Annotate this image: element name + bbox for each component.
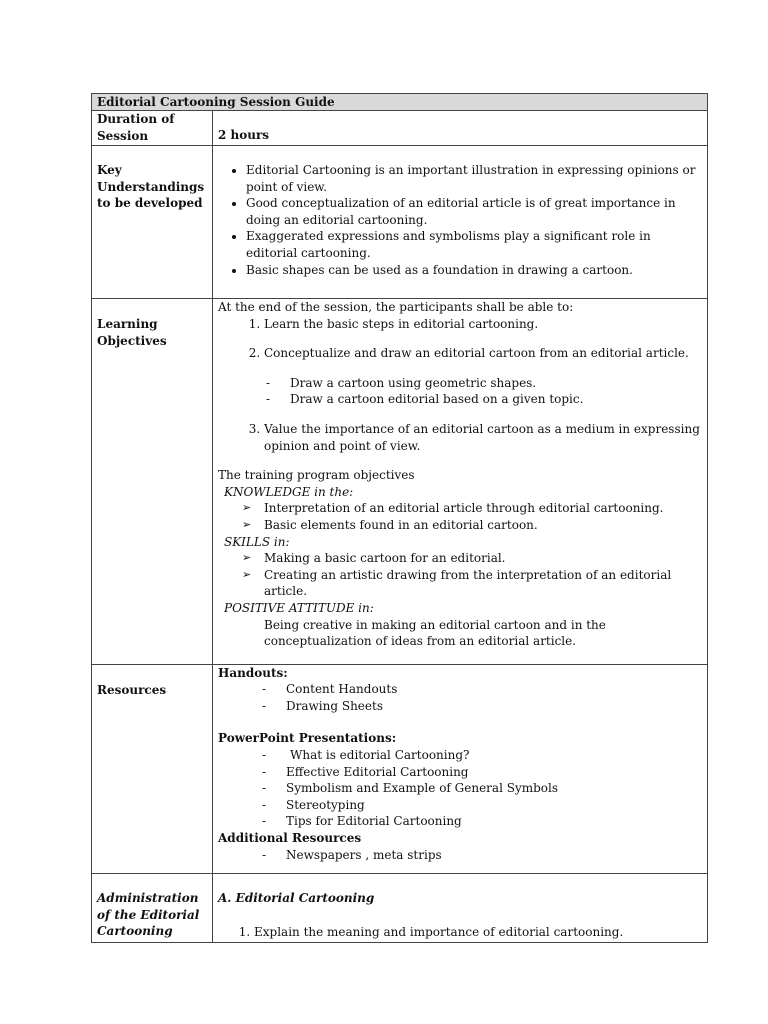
list-item: 1. Learn the basic steps in editorial cartooning. <box>264 316 702 333</box>
list-item: - Effective Editorial Cartooning <box>218 764 702 781</box>
key-understandings-list <box>218 162 702 278</box>
list-item: - What is editorial Cartooning? <box>218 747 702 764</box>
list-item: - Tips for Editorial Cartooning <box>218 813 702 830</box>
skills-label: SKILLS in: <box>224 534 290 549</box>
list-item: - Draw a cartoon using geometric shapes. <box>218 375 702 392</box>
attitude-label: POSITIVE ATTITUDE in: <box>224 600 374 615</box>
resources-row <box>92 664 708 874</box>
list-item: 2. Conceptualize and draw an editorial cartoon from an editorial article. <box>264 345 702 362</box>
session-guide-table <box>91 93 708 943</box>
list-item: ➢ Basic elements found in an editorial cartoon. <box>218 517 702 534</box>
attitude-text: Being creative in making an editorial cartoon and in the conceptualization of ideas from an editorial article. <box>264 617 606 649</box>
list-item: • Good conceptualization of an editorial article is of great importance in doing an editorial cartooning. <box>246 195 702 228</box>
key-understandings-label: Key Understandings to be developed <box>92 146 213 299</box>
section-heading: A. Editorial Cartooning <box>218 891 375 906</box>
program-objectives-heading: The training program objectives <box>218 468 415 483</box>
duration-label: Duration of Session <box>92 111 213 146</box>
table-title: Editorial Cartooning Session Guide <box>92 94 708 111</box>
list-item: • Basic shapes can be used as a foundation in drawing a cartoon. <box>246 262 702 279</box>
list-item: - Newspapers , meta strips <box>218 847 702 864</box>
list-item: ➢ Creating an artistic drawing from the interpretation of an editorial article. <box>218 567 702 600</box>
title-row <box>92 94 708 111</box>
list-item: 3. Value the importance of an editorial cartoon as a medium in expressing opinion and point of view. <box>264 421 702 454</box>
ppt-label: PowerPoint Presentations: <box>218 731 397 746</box>
list-item: • Exaggerated expressions and symbolisms play a significant role in editorial cartooning. <box>246 228 702 261</box>
list-item: 1. Explain the meaning and importance of editorial cartooning. <box>254 924 702 941</box>
administration-label: Administration of the Editorial Cartooning <box>92 874 213 943</box>
administration-row <box>92 874 708 943</box>
list-item: - Content Handouts <box>218 681 702 698</box>
objectives-list-1 <box>218 316 702 333</box>
list-item: ➢ Making a basic cartoon for an editorial. <box>218 550 702 567</box>
objectives-intro: At the end of the session, the participants shall be able to: <box>218 300 574 314</box>
objectives-list-3 <box>218 421 702 454</box>
list-item: - Stereotyping <box>218 797 702 814</box>
list-item: - Symbolism and Example of General Symbols <box>218 780 702 797</box>
additional-resources-label: Additional Resources <box>218 831 362 846</box>
list-item: - Drawing Sheets <box>218 698 702 715</box>
duration-value: 2 hours <box>213 111 708 146</box>
objectives-list-2 <box>218 345 702 362</box>
handouts-label: Handouts: <box>218 665 288 680</box>
duration-row <box>92 111 708 146</box>
list-item: • Editorial Cartooning is an important illustration in expressing opinions or point of view. <box>246 162 702 195</box>
knowledge-label: KNOWLEDGE in the: <box>224 484 354 499</box>
list-item: ➢ Interpretation of an editorial article through editorial cartooning. <box>218 500 702 517</box>
learning-objectives-row <box>92 299 708 665</box>
administration-steps <box>218 924 702 941</box>
learning-objectives-label: Learning Objectives <box>92 299 213 665</box>
key-understandings-row <box>92 146 708 299</box>
resources-label: Resources <box>92 664 213 874</box>
list-item: - Draw a cartoon editorial based on a given topic. <box>218 391 702 408</box>
